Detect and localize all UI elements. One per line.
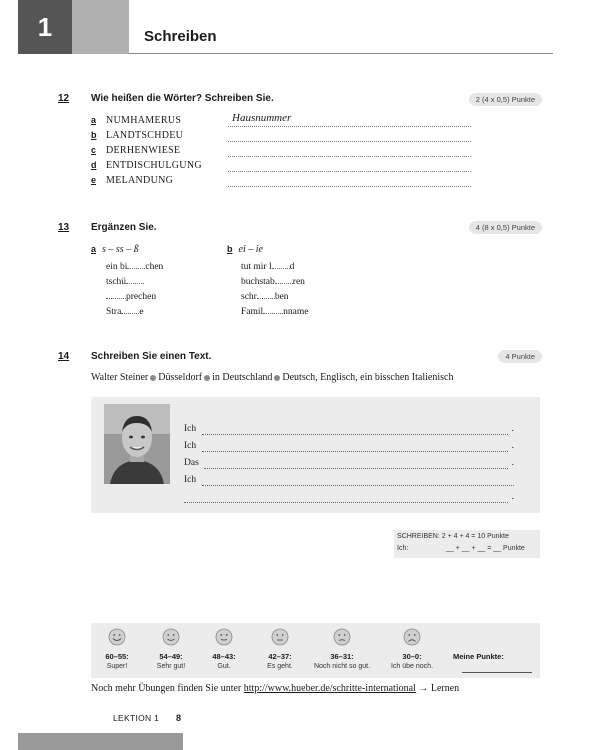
word-letter: d (91, 160, 97, 170)
exercise-13-points: 4 (8 x 0,5) Punkte (469, 221, 542, 234)
hueber-link[interactable]: http://www.hueber.de/schritte-international (243, 683, 416, 694)
word-letter: c (91, 145, 97, 155)
scrambled-word: MELANDUNG (106, 175, 174, 186)
handwritten-answer: Hausnummer (232, 112, 292, 124)
exercise-12-points: 2 (4 x 0,5) Punkte (469, 93, 542, 106)
word-letter: e (91, 175, 97, 185)
answer-line[interactable] (228, 156, 471, 157)
bullet-icon (274, 375, 280, 381)
exercise-13-title: Ergänzen Sie. (91, 222, 157, 233)
gap-item: schr ben (241, 292, 289, 302)
gap-item: Stra e (106, 307, 144, 317)
writing-line: . (184, 492, 514, 506)
score-range: 36–31: (330, 652, 354, 661)
gap-item: Famil nname (241, 307, 309, 317)
writing-blank[interactable] (204, 468, 508, 469)
column-rule: s – ss – ß (102, 244, 139, 255)
column-rule: ei – ie (238, 244, 263, 255)
footer-lesson-label: LEKTION 1 (113, 713, 160, 723)
my-points-input-line[interactable] (462, 672, 532, 673)
exercise-14-title: Schreiben Sie einen Text. (91, 351, 212, 362)
score-ich-label: Ich: (397, 545, 409, 552)
exercise-13-number: 13 (58, 222, 70, 233)
writing-blank[interactable] (202, 485, 514, 486)
word-row-c (91, 145, 471, 159)
score-label: Es geht. (267, 663, 293, 670)
lesson-number-badge: 1 (18, 0, 72, 54)
column-b-heading (227, 244, 263, 255)
scrambled-word: NUMHAMERUS (106, 115, 182, 126)
more-exercises-line: Noch mehr Übungen finden Sie unter http://www.hueber.de/schritte-international → Lernen (91, 683, 460, 694)
word-letter: b (91, 130, 97, 140)
content-face-icon (215, 628, 233, 646)
score-range: 60–55: (105, 652, 129, 661)
person-info-line: Walter Steiner Düsseldorf in Deutschland Deutsch, Englisch, ein bisschen Italienisch (91, 372, 454, 383)
gap-blank[interactable] (272, 260, 290, 269)
writing-line: Ich (184, 475, 514, 489)
exercise-12-title: Wie heißen die Wörter? Schreiben Sie. (91, 93, 274, 104)
my-points-label: Meine Punkte: (453, 652, 504, 661)
very-happy-face-icon (108, 628, 126, 646)
word-row-e (91, 175, 471, 189)
score-label: Gut. (217, 663, 231, 670)
column-letter: b (227, 244, 233, 254)
bullet-icon (204, 375, 210, 381)
footer-bar (18, 733, 183, 750)
gap-item: ein bi chen (106, 262, 164, 272)
score-label: Noch nicht so gut. (313, 663, 371, 670)
gap-blank[interactable] (257, 290, 275, 299)
exercise-14-points: 4 Punkte (498, 350, 542, 363)
score-range: 30–0: (402, 652, 422, 661)
portrait-photo (104, 404, 170, 484)
score-ich-value[interactable]: __ + __ + __ = __ Punkte (446, 545, 525, 552)
gap-item: tschü (106, 275, 144, 289)
gap-blank[interactable] (275, 275, 293, 284)
neutral-face-icon (271, 628, 289, 646)
gap-blank[interactable] (127, 260, 145, 269)
column-letter: a (91, 244, 97, 254)
header-grey-block (72, 0, 129, 54)
page-number: 8 (176, 713, 182, 723)
answer-line[interactable] (228, 126, 471, 127)
column-a-heading (91, 244, 139, 255)
score-range: 54–49: (159, 652, 183, 661)
writing-line: Ich . (184, 441, 514, 451)
writing-line: Ich . (184, 424, 514, 434)
header-rule (129, 53, 553, 54)
score-label: Super! (106, 663, 128, 670)
scrambled-word: LANDTSCHDEU (106, 130, 184, 141)
answer-line[interactable] (228, 141, 471, 142)
gap-item: tut mir l d (241, 262, 295, 272)
scrambled-word: ENTDISCHULGUNG (106, 160, 202, 171)
gap-item: prechen (106, 290, 156, 304)
sad-face-icon (403, 628, 421, 646)
score-box (394, 530, 540, 558)
gap-blank[interactable] (121, 305, 139, 314)
gap-blank[interactable] (263, 305, 283, 314)
exercise-14-number: 14 (58, 351, 70, 362)
scrambled-word: DERHENWIESE (106, 145, 181, 156)
word-row-d (91, 160, 471, 174)
answer-line[interactable] (228, 171, 471, 172)
writing-blank[interactable] (202, 434, 508, 435)
page-title: Schreiben (144, 28, 217, 45)
score-label: Ich übe noch. (390, 663, 434, 670)
word-letter: a (91, 115, 97, 125)
answer-line[interactable] (228, 186, 471, 187)
bullet-icon (150, 375, 156, 381)
writing-blank[interactable] (184, 502, 508, 503)
score-total-row: SCHREIBEN: 2 + 4 + 4 = 10 Punkte (397, 533, 509, 540)
gap-blank[interactable] (106, 290, 126, 299)
score-range: 42–37: (268, 652, 292, 661)
gap-blank[interactable] (126, 275, 144, 284)
writing-blank[interactable] (202, 451, 508, 452)
score-range: 48–43: (212, 652, 236, 661)
score-label: Sehr gut! (156, 663, 186, 670)
arrow-icon: → (418, 683, 429, 694)
word-row-a (91, 112, 471, 129)
writing-line: Das . (184, 458, 514, 468)
gap-item: buchstab ren (241, 277, 305, 287)
unsure-face-icon (333, 628, 351, 646)
word-row-b (91, 130, 471, 144)
exercise-12-number: 12 (58, 93, 70, 104)
happy-face-icon (162, 628, 180, 646)
